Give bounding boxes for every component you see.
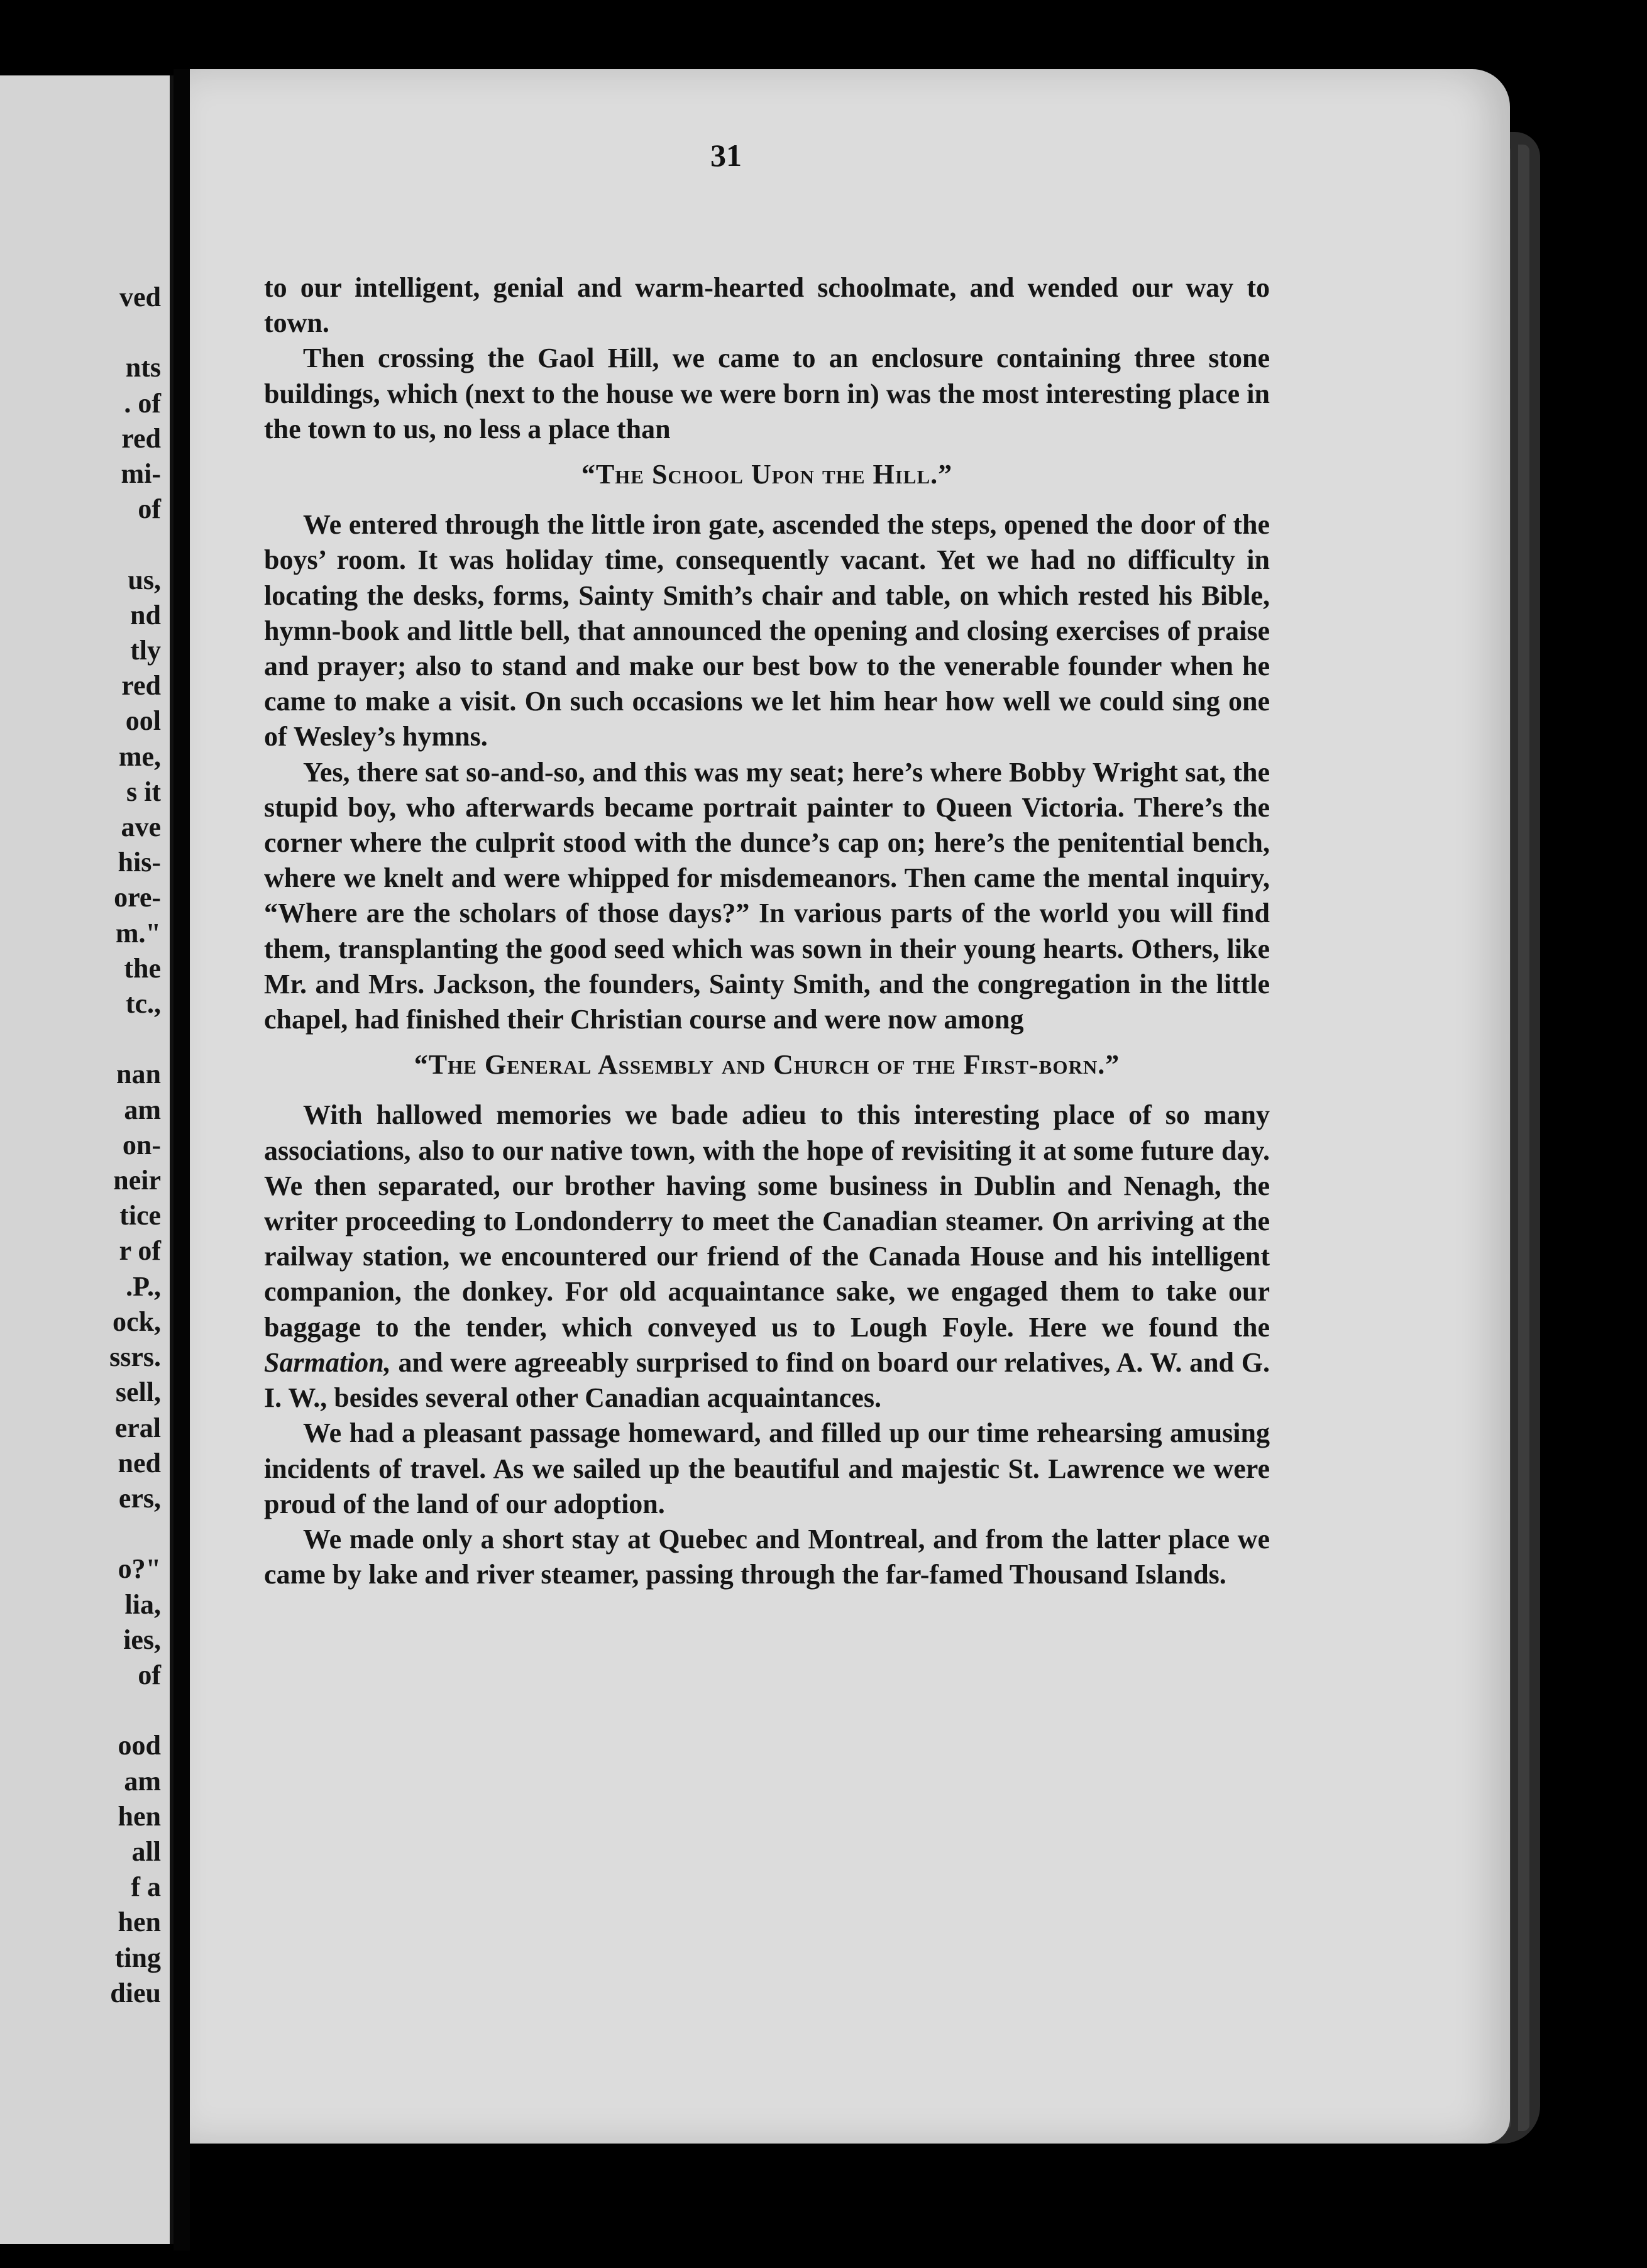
paragraph-5-end: and were agreeably surprised to find on board our relatives, A. W. and G. I. W., besides several other Canadian acquaintances.	[264, 1346, 1270, 1414]
ship-name: Sarmation,	[264, 1346, 391, 1378]
previous-page-line	[109, 1021, 161, 1057]
previous-page-line: tly	[130, 635, 161, 666]
previous-page-line: of	[138, 493, 161, 525]
previous-page-line: on-	[122, 1129, 161, 1160]
previous-page-line: f a	[131, 1871, 161, 1903]
page-body	[264, 270, 1270, 1592]
paragraph-4: Yes, there sat so-and-so, and this was my seat; here’s where Bobby Wright sat, the stupid boy, who afterwards became portrait painter to Queen Victoria. There’s the corner where the culprit stood with the dunce’s cap on; here’s the penitential bench, where we knelt and were whipped for misdemeanors. Then came the mental inquiry, “Where are the scholars of those days?” In various parts of the world you will find them, transplanting the good seed which was sown in their young hearts. Others, like Mr. and Mrs. Jackson, the founders, Sainty Smith, and the congregation in the little chapel, had finished their Christian course and were now among	[264, 756, 1270, 1035]
previous-page-line: us,	[128, 564, 161, 595]
previous-page-line: am	[124, 1765, 161, 1797]
previous-page-line: ting	[114, 1942, 161, 1973]
previous-page-line: eral	[114, 1412, 161, 1443]
page-number: 31	[710, 138, 742, 173]
previous-page-line: nan	[116, 1059, 161, 1090]
previous-page-line: ers,	[118, 1482, 161, 1514]
book-gutter	[174, 69, 190, 2250]
previous-page-fragment	[0, 75, 174, 2244]
previous-page-text	[109, 280, 161, 2011]
previous-page-line: his-	[118, 847, 161, 878]
previous-page-line: mi-	[121, 458, 161, 490]
previous-page-line: of	[138, 1659, 161, 1690]
paragraph-7: We made only a short stay at Quebec and Montreal, and from the latter place we came by lake and river steamer, passing through the far-famed Thousand Islands.	[264, 1523, 1270, 1590]
previous-page-line: lia,	[124, 1588, 161, 1620]
previous-page-line: s it	[126, 776, 161, 807]
previous-page-line: ssrs.	[109, 1341, 161, 1373]
previous-page-line: r of	[119, 1235, 161, 1267]
previous-page-line: tice	[119, 1200, 161, 1231]
previous-page-line: ood	[118, 1730, 161, 1761]
previous-page-line: ave	[121, 812, 161, 843]
previous-page-line	[109, 315, 161, 350]
previous-page-line	[109, 1516, 161, 1551]
paragraph-3: We entered through the little iron gate, ascended the steps, opened the door of the boys’ room. It was holiday time, consequently vacant. Yet we had no difficulty in locating the desks, forms, Sainty Smith’s chair and table, on which rested his Bible, hymn-book and little bell, that announced the opening and closing exercises of praise and prayer; also to stand and make our best bow to the venerable founder when he came to make a visit. On such occasions we let him hear how well we could sing one of Wesley’s hymns.	[264, 509, 1270, 752]
paragraph-1: to our intelligent, genial and warm-hearted schoolmate, and wended our way to town.	[264, 272, 1270, 339]
previous-page-line: ore-	[114, 882, 161, 913]
previous-page-line: tc.,	[125, 988, 161, 1020]
paragraph-5	[264, 1098, 1270, 1416]
previous-page-line: ool	[125, 705, 161, 737]
previous-page-line: ies,	[123, 1624, 161, 1655]
previous-page-line: ned	[118, 1447, 161, 1478]
previous-page-line: am	[124, 1094, 161, 1125]
previous-page-line: o?"	[118, 1553, 161, 1585]
previous-page-line: all	[131, 1836, 161, 1867]
paragraph-2: Then crossing the Gaol Hill, we came to an enclosure containing three stone buildings, which (next to the house we were born in) was the most interesting place in the town to us, no less a place than	[264, 343, 1270, 444]
previous-page-line	[109, 1693, 161, 1728]
previous-page-line: nts	[125, 352, 161, 383]
previous-page-line: me,	[118, 740, 161, 772]
section-heading-school: “The School Upon the Hill.”	[581, 459, 953, 490]
previous-page-line: dieu	[110, 1977, 161, 2008]
previous-page-line	[109, 527, 161, 562]
previous-page-line: hen	[118, 1800, 161, 1832]
previous-page-line: red	[121, 670, 161, 702]
paragraph-5-start: With hallowed memories we bade adieu to this interesting place of so many associations, also to our native town, with the hope of revisiting it at some future day. We then separated, our brother having some business in Dublin and Nenagh, the writer proceeding to Londonderry to meet the Canadian steamer. On arriving at the railway station, we encountered our friend of the Canada House and his intelligent companion, the donkey. For old acquaintance sake, we engaged them to take our baggage to the tender, which conveyed us to Lough Foyle. Here we found the	[264, 1099, 1270, 1343]
previous-page-line: m."	[115, 917, 161, 949]
page-leaf	[1518, 145, 1529, 2131]
section-heading-assembly: “The General Assembly and Church of the First-born.”	[414, 1049, 1120, 1081]
previous-page-line: ock,	[113, 1306, 161, 1337]
paragraph-6: We had a pleasant passage homeward, and filled up our time rehearsing amusing incidents of travel. As we sailed up the beautiful and majestic St. Lawrence we were proud of the land of our adoption.	[264, 1418, 1270, 1519]
previous-page-line: red	[121, 422, 161, 454]
previous-page-line: neir	[113, 1165, 161, 1196]
previous-page-line: sell,	[115, 1377, 161, 1408]
previous-page-line: hen	[118, 1907, 161, 1938]
previous-page-line: .P.,	[126, 1270, 161, 1302]
previous-page-line: the	[124, 952, 161, 984]
previous-page-line: nd	[130, 599, 161, 630]
previous-page-line: ved	[119, 282, 161, 312]
previous-page-line: . of	[124, 387, 161, 419]
